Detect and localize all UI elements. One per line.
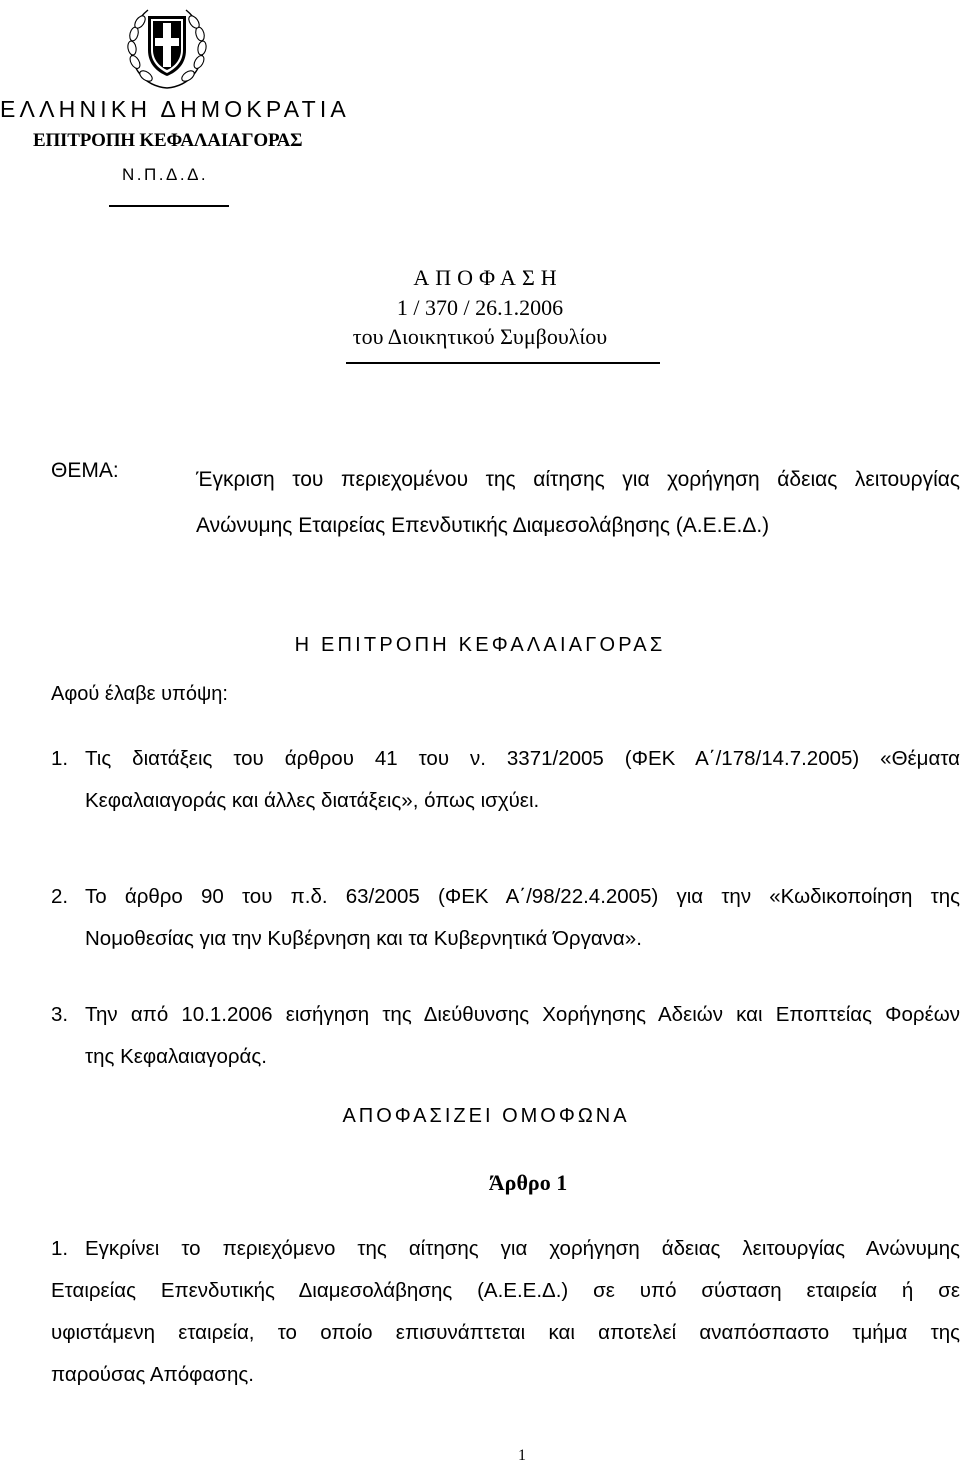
list-item-line: Το άρθρο 90 του π.δ. 63/2005 (ΦΕΚ Α΄/98/22.4.2005) για την «Κωδικοποίηση της <box>85 885 960 908</box>
decision-issuer: του Διοικητικού Συμβουλίου <box>352 324 608 349</box>
list-item-line: Νομοθεσίας για την Κυβέρνηση και τα Κυβερνητικά Όργανα». <box>85 927 642 950</box>
list-item-line: Κεφαλαιαγοράς και άλλες διατάξεις», όπως ισχύει. <box>85 789 540 812</box>
paragraph-line: υφιστάμενη εταιρεία, το οποίο επισυνάπτεται και αποτελεί αναπόσπαστο τμήμα της <box>51 1321 960 1344</box>
considering-label: Αφού έλαβε υπόψη: <box>51 683 228 705</box>
legal-form: Ν.Π.Δ.Δ. <box>122 165 209 184</box>
list-item-line: Την από 10.1.2006 εισήγηση της Διεύθυνσης Χορήγησης Αδειών και Εποπτείας Φορέων <box>85 1003 960 1026</box>
decision-number: 1 / 370 / 26.1.2006 <box>396 295 564 320</box>
paragraph-line: παρούσας Απόφασης. <box>51 1363 254 1386</box>
greek-coat-of-arms-icon <box>122 2 212 92</box>
article-title: Άρθρο 1 <box>488 1170 568 1195</box>
title-divider <box>346 362 660 364</box>
page-number: 1 <box>518 1447 526 1464</box>
decision-title: ΑΠΟΦΑΣΗ <box>413 265 563 290</box>
committee-name: ΕΠΙΤΡΟΠΗ ΚΕΦΑΛΑΙΑΓΟΡΑΣ <box>33 130 303 151</box>
decides-heading: ΑΠΟΦΑΣΙΖΕΙ ΟΜΟΦΩΝΑ <box>342 1105 630 1127</box>
republic-name: ΕΛΛΗΝΙΚΗ ΔΗΜΟΚΡΑΤΙΑ <box>0 96 350 122</box>
list-item-line: της Κεφαλαιαγοράς. <box>85 1045 267 1068</box>
subject-line: Έγκριση του περιεχομένου της αίτησης για χορήγηση άδειας λειτουργίας <box>196 468 960 491</box>
committee-heading: Η ΕΠΙΤΡΟΠΗ ΚΕΦΑΛΑΙΑΓΟΡΑΣ <box>294 634 666 656</box>
list-item <box>51 994 960 1078</box>
list-item-number: 2. <box>51 885 69 908</box>
header-divider <box>109 205 229 207</box>
paragraph-line: Εγκρίνει το περιεχόμενο της αίτησης για χορήγηση άδειας λειτουργίας Ανώνυμης <box>85 1237 960 1260</box>
article-paragraph <box>51 1228 960 1396</box>
paragraph-line: Εταιρείας Επενδυτικής Διαμεσολάβησης (Α.Ε.Ε.Δ.) σε υπό σύσταση εταιρεία ή σε <box>51 1279 960 1302</box>
list-item-number: 1. <box>51 747 69 770</box>
subject-line: Ανώνυμης Εταιρείας Επενδυτικής Διαμεσολάβησης (Α.Ε.Ε.Δ.) <box>196 514 770 537</box>
list-item <box>51 738 960 822</box>
list-item-number: 3. <box>51 1003 69 1026</box>
list-item-line: Τις διατάξεις του άρθρου 41 του ν. 3371/2005 (ΦΕΚ Α΄/178/14.7.2005) «Θέματα <box>85 747 960 770</box>
subject-text <box>196 457 960 549</box>
paragraph-number: 1. <box>51 1237 69 1260</box>
list-item <box>51 876 960 960</box>
subject-label: ΘΕΜΑ: <box>51 459 119 482</box>
